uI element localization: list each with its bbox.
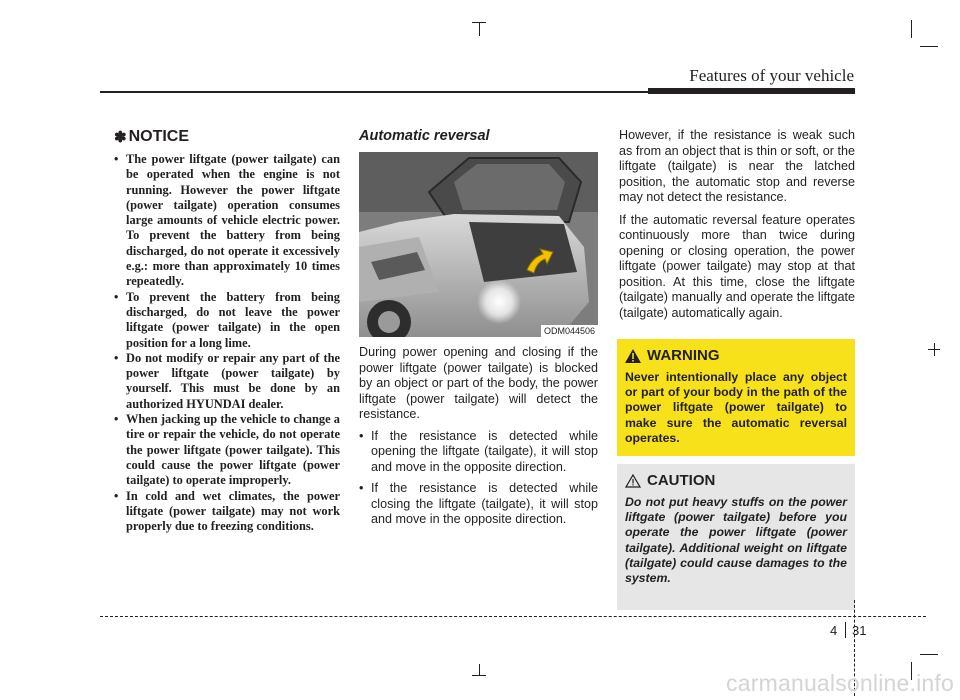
watermark: carmanualsonline.info [726, 670, 954, 696]
paragraph: However, if the resistance is weak such as from an object that is thin or soft, or the liftgate (tailgate) is near the latched position, the automatic stop and reverse may not detect the resistance. [619, 128, 855, 204]
crop-mark-bottom-center-v [479, 664, 480, 676]
caution-heading [625, 472, 847, 489]
crop-mark-right-middle-v [934, 343, 935, 356]
caution-triangle-icon [625, 474, 641, 488]
notice-star-icon: ✽ [114, 129, 127, 146]
list-item: • If the resistance is detected while opening the liftgate (tailgate), it will stop and move in the opposite direction. [359, 429, 598, 476]
warning-heading [625, 347, 847, 364]
notice-item: • When jacking up the vehicle to change a tire or repair the vehicle, do not operate the power liftgate (power tailgate). This could cause the power liftgate (power tailgate) to operate improperly. [114, 412, 340, 488]
liftgate-photo [359, 152, 598, 337]
liftgate-illustration [359, 152, 598, 337]
crop-mark-top-center-v [479, 22, 480, 36]
notice-item: • To prevent the battery from being discharged, do not leave the power liftgate (power tailgate) in the open position for a long lime. [114, 290, 340, 351]
auto-reversal-column [359, 128, 598, 534]
notice-column [114, 128, 340, 534]
caution-box [617, 464, 855, 610]
header-rule-accent [648, 88, 855, 94]
header-rule [100, 91, 648, 93]
crop-mark-top-right-v [911, 20, 912, 38]
running-header-title: Features of your vehicle [689, 66, 854, 85]
notice-item: • The power liftgate (power tailgate) can be operated when the engine is not running. However the power liftgate (power tailgate) operation consumes large amounts of vehicle electric power. To prevent the battery from being discharged, do not operate it excessively e.g.: more than approximately 10 times repeatedly. [114, 152, 340, 290]
crop-mark-top-right-h [920, 46, 938, 47]
paragraph: If the automatic reversal feature operates continuously more than twice during opening or closing operation, the power liftgate (power tailgate) may stop at that position. At this time, close the liftgate (tailgate) manually and operate the liftgate (tailgate) automatically again. [619, 212, 855, 320]
warning-box [617, 339, 855, 456]
warning-triangle-icon [625, 349, 641, 363]
figure-caption: ODM044506 [541, 325, 598, 337]
warning-text: Never intentionally place any object or part of your body in the path of the power liftgate (power tailgate) to make sure the automatic reversal operates. [625, 370, 847, 445]
notice-item: • Do not modify or repair any part of the power liftgate (power tailgate) by yourself. This must be done by an authorized HYUNDAI dealer. [114, 351, 340, 412]
warning-title: WARNING [647, 347, 720, 364]
caution-text: Do not put heavy stuffs on the power liftgate (power tailgate) before you operate the power liftgate (power tailgate). Additional weight on liftgate (tailgate) could cause damages to the system. [625, 495, 847, 586]
continuation-column [619, 128, 855, 328]
auto-reversal-list [359, 429, 598, 528]
notice-title: NOTICE [128, 128, 190, 145]
notice-list [114, 152, 340, 534]
section-title: Automatic reversal [359, 128, 490, 144]
page-number: 31 [852, 623, 867, 638]
list-item: • If the resistance is detected while closing the liftgate (tailgate), it will stop and move in the opposite direction. [359, 481, 598, 528]
crop-mark-bottom-right-h [920, 654, 938, 655]
page-number-divider [845, 622, 846, 638]
notice-item: • In cold and wet climates, the power liftgate (power tailgate) may not work properly due to freezing conditions. [114, 489, 340, 535]
notice-heading [114, 128, 340, 146]
chapter-number: 4 [830, 623, 838, 638]
auto-reversal-intro: During power opening and closing if the power liftgate (power tailgate) is blocked by an object or part of the body, the power liftgate (power tailgate) will detect the resistance. [359, 345, 598, 421]
caution-title: CAUTION [647, 472, 716, 489]
footer-rule [100, 616, 926, 617]
